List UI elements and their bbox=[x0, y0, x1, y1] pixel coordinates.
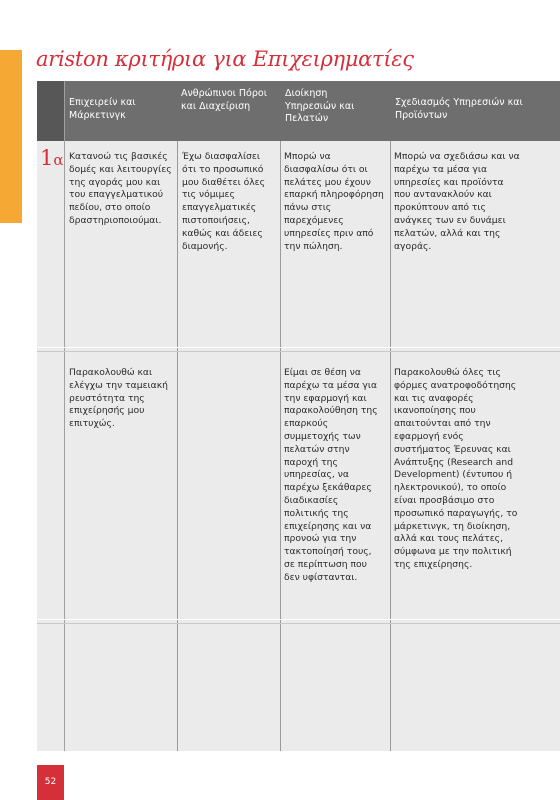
row-label-divider bbox=[64, 81, 65, 751]
table-header-gutter bbox=[37, 81, 64, 141]
row-separator bbox=[37, 623, 560, 624]
table-cell: Είμαι σε θέση να παρέχω τα μέσα για την εφαρμογή και παρακολούθηση της επαρκούς συμμετοχής των πελατών στην παροχή της υπηρεσίας, να παρέχω ξεκάθαρες διαδικασίες πολιτικής της επιχείρησης και να προνοώ για την τακτοποίησή τους, σε περίπτωση που δεν υφίστανται. bbox=[284, 367, 378, 583]
column-header-marketing: Επιχειρείν και Μάρκετινγκ bbox=[69, 97, 136, 121]
column-header-human-resources: Ανθρώπινοι Πόροι και Διαχείριση bbox=[181, 88, 267, 112]
row-separator bbox=[37, 351, 560, 352]
page-title: ariston κριτήρια για Επιχειρηματίες bbox=[36, 47, 414, 71]
row-separator bbox=[37, 347, 560, 348]
column-divider bbox=[390, 141, 391, 751]
orange-side-tab bbox=[0, 50, 22, 223]
column-divider bbox=[280, 141, 281, 751]
column-header-service-management: Διοίκηση Υπηρεσιών και Πελατών bbox=[285, 88, 355, 124]
table-cell: Παρακολουθώ όλες τις φόρμες ανατροφοδότησης και τις αναφορές ικανοποίησης που απαιτούνται από την εφαρμογή ενός συστήματος Έρευνας και Ανάπτυξης (Research and Development) (έντυπου ή ηλεκτρονικού), το οποίο είναι προσβάσιμο στο προσωπικό παραγωγής, το μάρκετινγκ, τη διοίκηση, αλλά και τους πελάτες, σύμφωνα με την πολιτική της επιχείρησης. bbox=[394, 367, 518, 570]
row-label: 1α bbox=[40, 146, 64, 170]
table-cell: Κατανοώ τις βασικές δομές και λειτουργίες της αγοράς μου και του επαγγελματικού πεδίου, στο οποίο δραστηριοποιούμαι. bbox=[69, 151, 172, 226]
row-separator bbox=[37, 619, 560, 620]
table-cell: Έχω διασφαλίσει ότι το προσωπικό μου διαθέτει όλες τις νόμιμες επαγγελματικές πιστοποιήσεις, καθώς και άδειες διαμονής. bbox=[182, 151, 266, 252]
column-header-service-design: Σχεδιασμός Υπηρεσιών και Προϊόντων bbox=[395, 97, 523, 121]
page-number: 52 bbox=[37, 765, 64, 800]
table-cell: Μπορώ να διασφαλίσω ότι οι πελάτες μου έχουν επαρκή πληροφόρηση πάνω στις παρεχόμενες υπηρεσίες πριν από την πώληση. bbox=[284, 151, 384, 252]
column-divider bbox=[177, 141, 178, 751]
table-cell: Μπορώ να σχεδιάσω και να παρέχω τα μέσα για υπηρεσίες και προϊόντα που αντανακλούν και προκύπτουν από τις ανάγκες των εν δυνάμει πελατών, αλλά και της αγοράς. bbox=[394, 151, 520, 252]
table-cell: Παρακολουθώ και ελέγχω την ταμειακή ρευστότητα της επιχείρησής μου επιτυχώς. bbox=[69, 367, 168, 430]
